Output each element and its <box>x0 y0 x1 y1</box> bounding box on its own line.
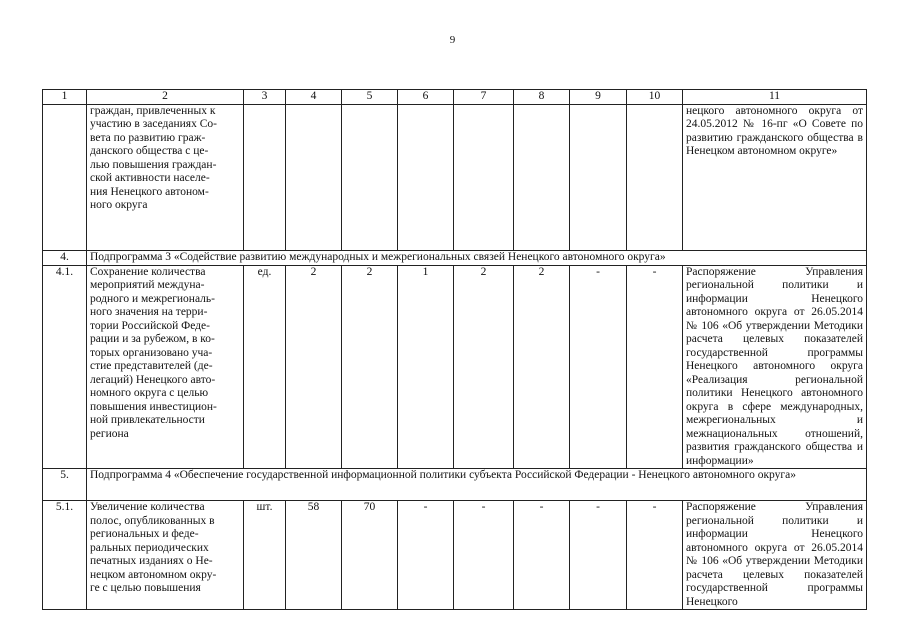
column-number: 9 <box>570 90 627 105</box>
unit-cell: шт. <box>244 501 286 610</box>
value-cell <box>342 104 398 250</box>
column-number: 3 <box>244 90 286 105</box>
value-cell <box>398 104 454 250</box>
column-number: 5 <box>342 90 398 105</box>
table-row <box>43 104 867 250</box>
value-cell: - <box>627 501 683 610</box>
indicator-name: граждан, привлеченных к участию в заседаниях Со- вета по развитию граж- данского общества с це- лью повышения граждан- ской активности населе- ния Ненецкого автоном- ного округа <box>87 104 244 250</box>
value-cell: - <box>570 501 627 610</box>
value-cell <box>570 104 627 250</box>
value-cell: - <box>514 501 570 610</box>
source-document: нецкого автономного округа от 24.05.2012 № 16-пг «О Совете по развитию гражданского общества в Ненецком автономном округе» <box>683 104 867 250</box>
column-number: 1 <box>43 90 87 105</box>
value-cell: 70 <box>342 501 398 610</box>
unit-cell: ед. <box>244 265 286 469</box>
column-number: 10 <box>627 90 683 105</box>
value-cell <box>286 104 342 250</box>
indicator-name: Сохранение количества мероприятий междуна- родного и межрегиональ- ного значения на терри- тории Российской Феде- рации и за рубежом, в ко- торых организовано уча- стие представителей (де- легаций) Ненецкого авто- номного округа с целью повышения инвестицион- ной привлекательности региона <box>87 265 244 469</box>
value-cell: 2 <box>454 265 514 469</box>
subprogram-title: Подпрограмма 3 «Содействие развитию международных и межрегиональных связей Ненецкого автономного округа» <box>87 250 867 265</box>
subprogram-title: Подпрограмма 4 «Обеспечение государственной информационной политики субъекта Российской Федерации - Ненецкого автономного округа» <box>87 469 867 501</box>
row-number: 5.1. <box>43 501 87 610</box>
value-cell: 58 <box>286 501 342 610</box>
column-number: 11 <box>683 90 867 105</box>
value-cell: 2 <box>342 265 398 469</box>
value-cell: - <box>570 265 627 469</box>
table-row <box>43 501 867 610</box>
subprogram-row <box>43 250 867 265</box>
value-cell: - <box>454 501 514 610</box>
page-number: 9 <box>449 34 456 46</box>
column-number: 4 <box>286 90 342 105</box>
source-document: Распоряжение Управления региональной политики и информации Ненецкого автономного округа от 26.05.2014 № 106 «Об утверждении Методики расчета целевых показателей государственной программы Ненецкого <box>683 501 867 610</box>
value-cell <box>627 104 683 250</box>
table-row <box>43 265 867 469</box>
column-number: 2 <box>87 90 244 105</box>
row-number <box>43 104 87 250</box>
value-cell: - <box>627 265 683 469</box>
value-cell <box>514 104 570 250</box>
value-cell: 2 <box>514 265 570 469</box>
value-cell <box>454 104 514 250</box>
value-cell: 2 <box>286 265 342 469</box>
value-cell: - <box>398 501 454 610</box>
source-document: Распоряжение Управления региональной политики и информации Ненецкого автономного округа от 26.05.2014 № 106 «Об утверждении Методики расчета целевых показателей государственной программы Ненецкого автономного округа «Реализация региональной политики Ненецкого автономного округа в сфере международных, межрегиональных и межнациональных отношений, развития гражданского общества и информации» <box>683 265 867 469</box>
indicators-table <box>42 89 867 610</box>
row-number: 4.1. <box>43 265 87 469</box>
indicator-name: Увеличение количества полос, опубликованных в региональных и феде- ральных периодических печатных изданиях о Не- нецком автономном окру- ге с целью повышения <box>87 501 244 610</box>
column-number: 8 <box>514 90 570 105</box>
column-number: 7 <box>454 90 514 105</box>
unit-cell <box>244 104 286 250</box>
row-number: 5. <box>43 469 87 501</box>
subprogram-row <box>43 469 867 501</box>
value-cell: 1 <box>398 265 454 469</box>
column-number-row <box>43 90 867 105</box>
column-number: 6 <box>398 90 454 105</box>
row-number: 4. <box>43 250 87 265</box>
